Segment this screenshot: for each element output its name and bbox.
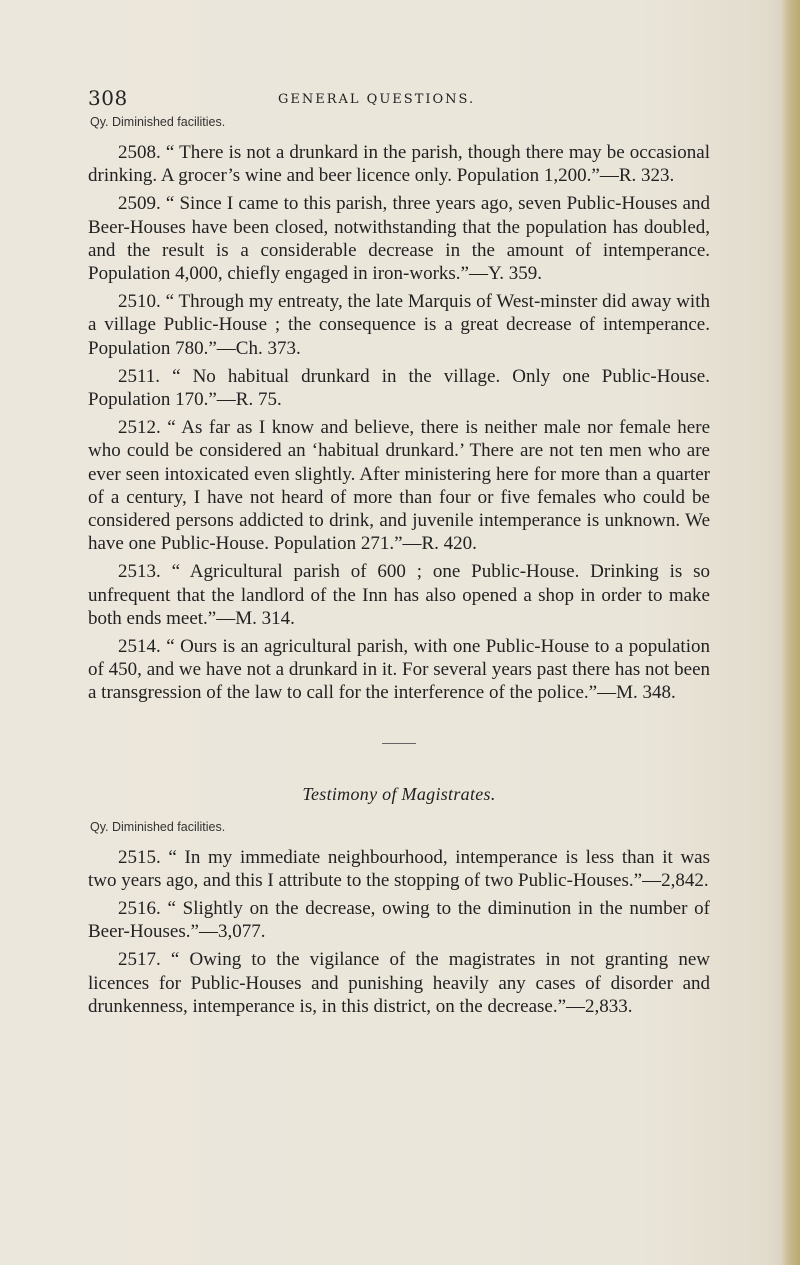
page-header <box>88 86 708 116</box>
page-number: 308 <box>88 86 128 110</box>
paragraph-2508: 2508. “ There is not a drunkard in the parish, though there may be occasional drinking. A grocer’s wine and beer licence only. Population 1,200.”—R. 323. <box>88 142 710 187</box>
paragraph-2512: 2512. “ As far as I know and believe, there is neither male nor female here who could be considered an ‘habitual drunkard.’ There are not ten men who are ever seen intoxicated even slightly. After ministering here for more than a quarter of a century, I have not heard of more than four or five females who could be considered persons addicted to drink, and juvenile intemperance is unknown. We have one Public-House. Population 271.”—R. 420. <box>88 417 710 555</box>
paragraph-2516: 2516. “ Slightly on the decrease, owing to the diminution in the number of Beer-Houses.”—3,077. <box>88 898 710 943</box>
paragraph-2513: 2513. “ Agricultural parish of 600 ; one Public-House. Drinking is so unfrequent that the landlord of the Inn has also opened a shop in order to make both ends meet.”—M. 314. <box>88 561 710 629</box>
query-heading: Qy. Diminished facilities. <box>90 115 226 129</box>
paragraph-2510: 2510. “ Through my entreaty, the late Marquis of West-minster did away with a village Public-House ; the consequence is a great decrease of intemperance. Population 780.”—Ch. 373. <box>88 291 710 359</box>
section-title: Testimony of Magistrates. <box>302 783 496 804</box>
query-heading-2: Qy. Diminished facilities. <box>90 819 226 834</box>
running-head: GENERAL QUESTIONS. <box>278 92 476 107</box>
paragraph-2509: 2509. “ Since I came to this parish, three years ago, seven Public-Houses and Beer-Houses have been closed, notwithstanding that the population has doubled, and the result is a considerable decrease in the amount of intemperance. Population 4,000, chiefly engaged in iron-works.”—Y. 359. <box>88 193 710 285</box>
paragraph-2511: 2511. “ No habitual drunkard in the village. Only one Public-House. Population 170.”—R. 75. <box>88 365 710 411</box>
page-edge <box>782 0 800 1265</box>
section-divider <box>382 743 416 744</box>
page-content <box>88 115 710 1023</box>
paragraph-2517: 2517. “ Owing to the vigilance of the magistrates in not granting new licences for Public-Houses and punishing heavily any cases of disorder and drunkenness, intemperance is, in this district, on the decrease.”—2,833. <box>88 949 710 1017</box>
paragraph-2514: 2514. “ Ours is an agricultural parish, with one Public-House to a population of 450, and we have not a drunkard in it. For several years past there has not been a transgression of the law to call for the interference of the police.”—M. 348. <box>88 636 710 704</box>
paragraph-2515: 2515. “ In my immediate neighbourhood, intemperance is less than it was two years ago, and this I attribute to the stopping of two Public-Houses.”—2,842. <box>88 846 710 891</box>
